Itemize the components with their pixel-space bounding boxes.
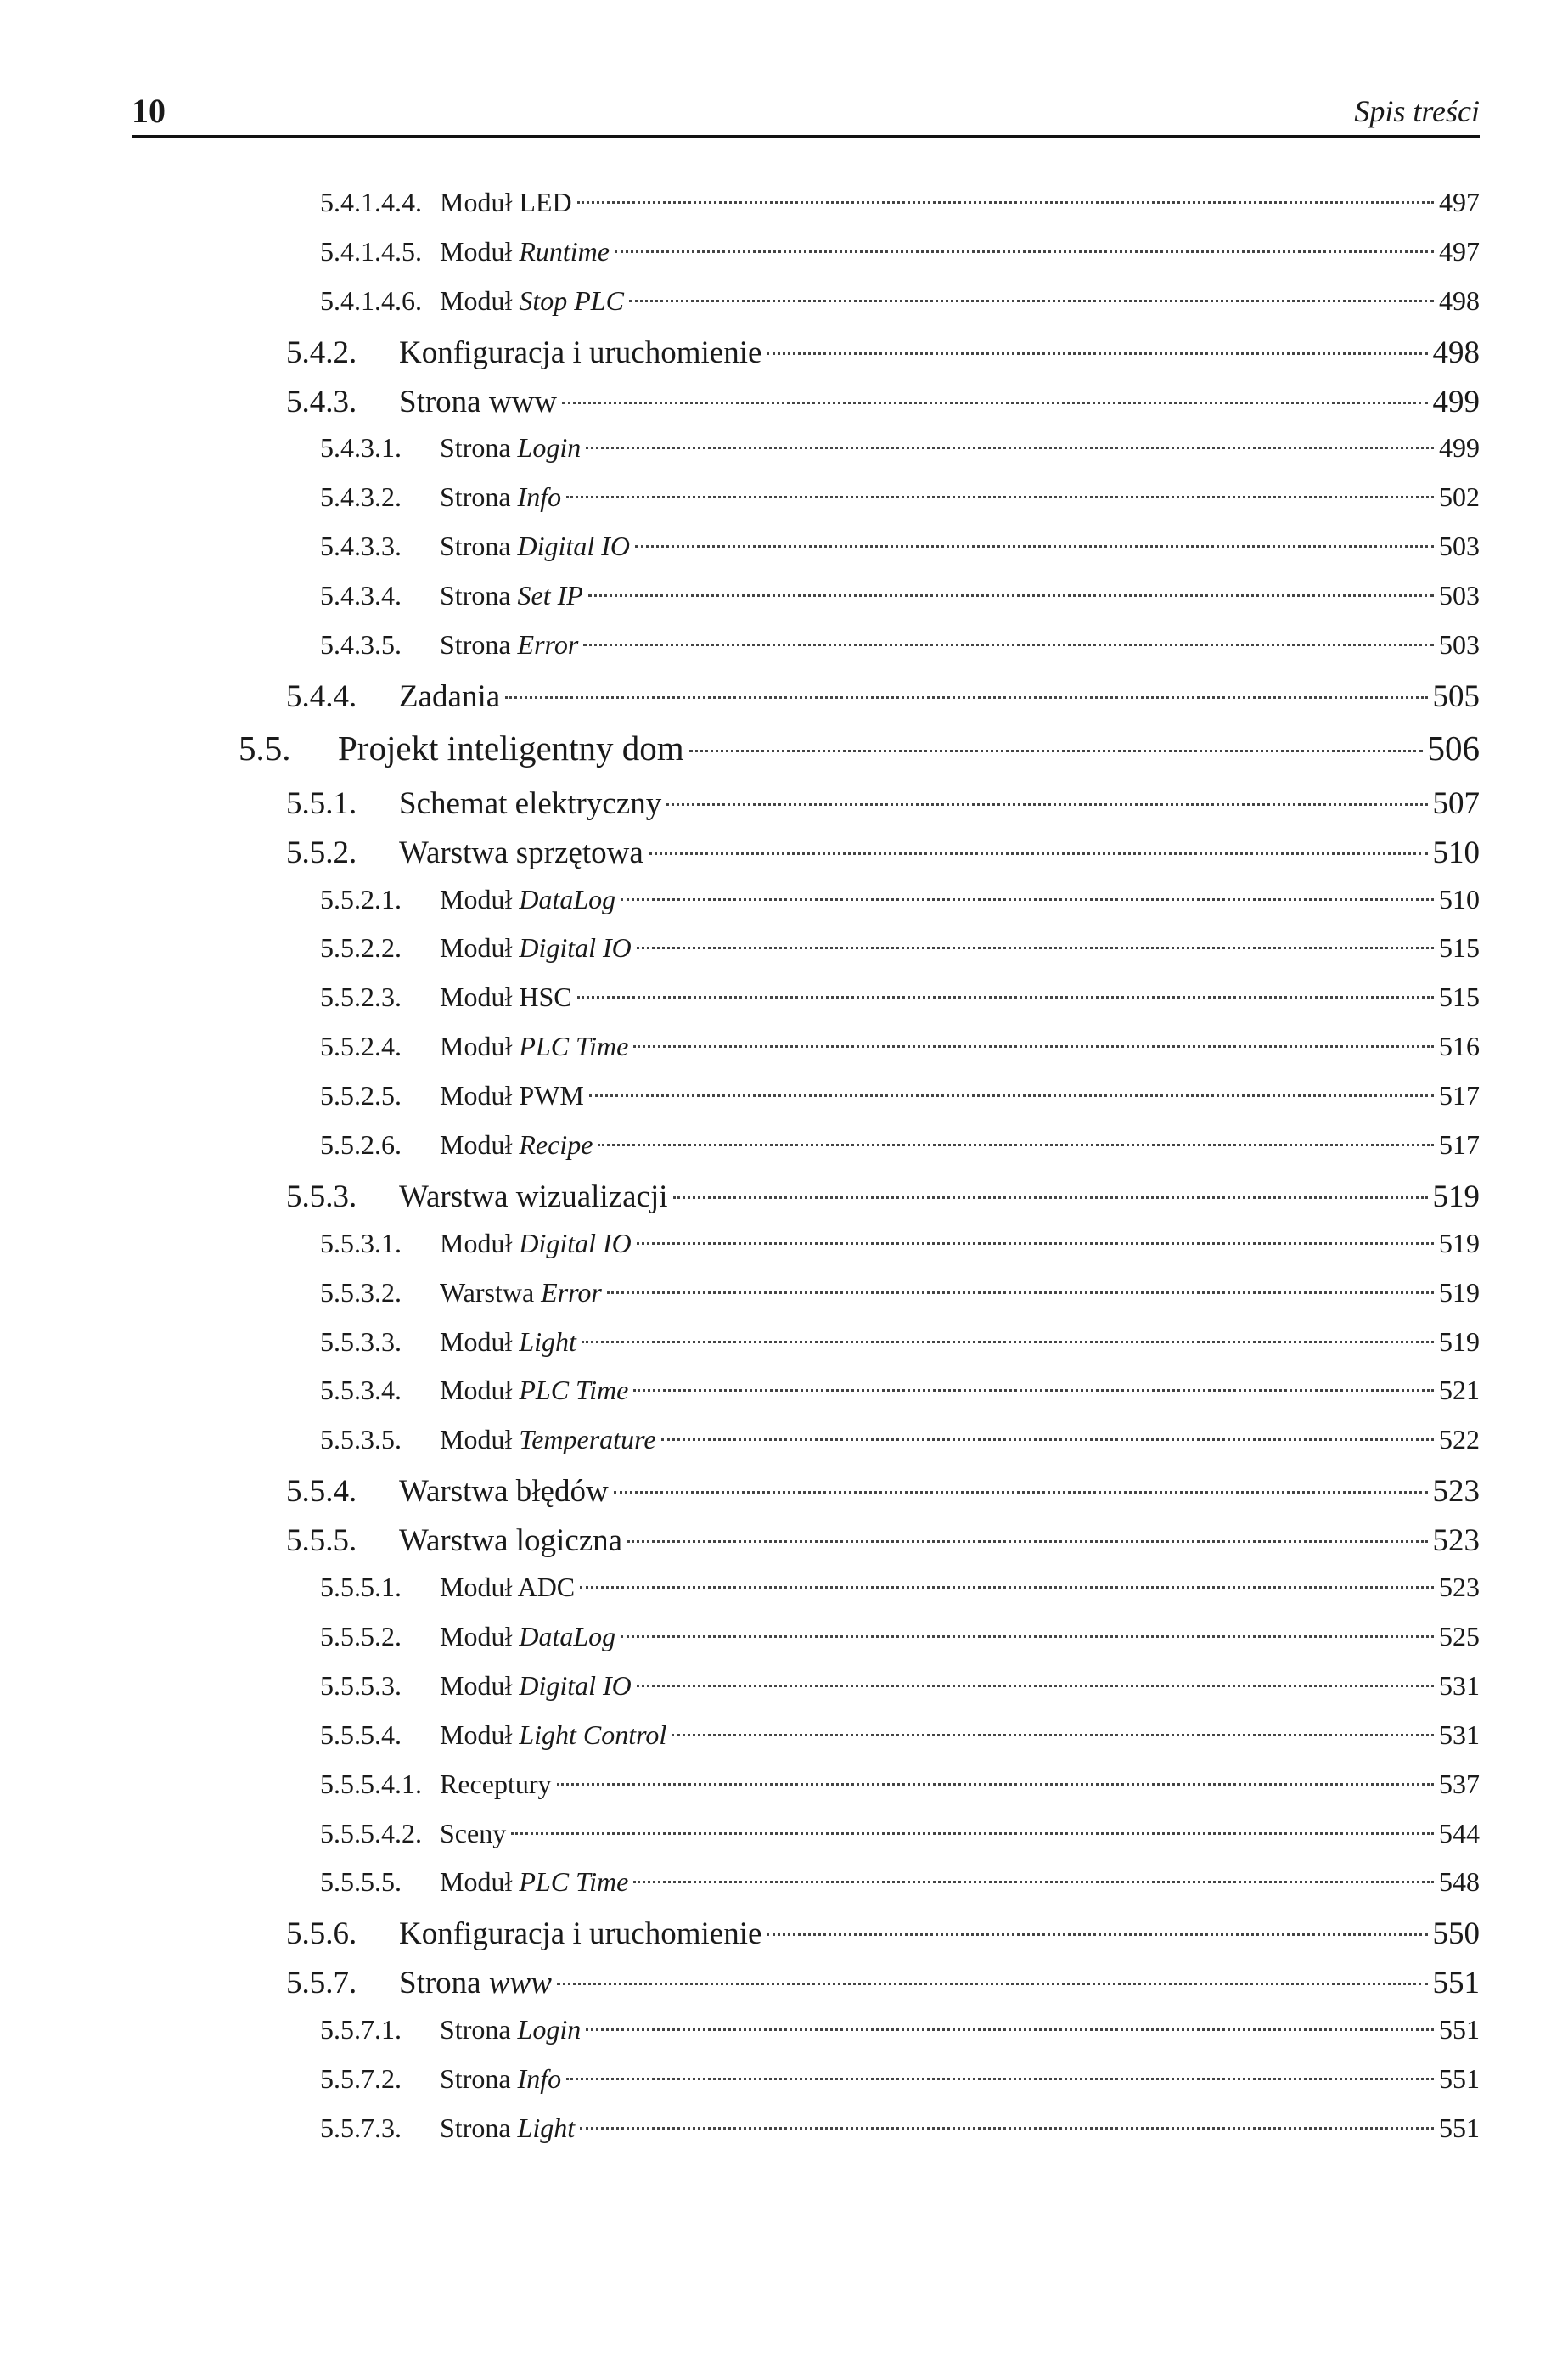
toc-entry-page: 506 <box>1427 728 1480 768</box>
toc-entry-title <box>440 1375 628 1406</box>
toc-entry-title-text: Warstwa logiczna <box>399 1523 623 1559</box>
toc-entry <box>0 335 1551 384</box>
toc-entry-number: 5.5.1. <box>286 785 357 821</box>
toc-entry-page: 537 <box>1439 1768 1480 1799</box>
toc-entry-title-text: Moduł <box>440 1129 520 1161</box>
toc-entry-title <box>440 932 632 964</box>
toc-entry-page: 498 <box>1432 335 1480 370</box>
dot-leader <box>566 496 1434 498</box>
toc-entry-title <box>440 187 572 218</box>
toc-entry-page: 548 <box>1439 1866 1480 1898</box>
toc-entry <box>0 1818 1551 1867</box>
dot-leader <box>649 852 1428 855</box>
toc-entry-page: 507 <box>1432 785 1480 821</box>
toc-entry <box>0 785 1551 835</box>
toc-entry-number: 5.5.3.4. <box>320 1375 402 1406</box>
toc-entry-number: 5.4.4. <box>286 678 357 714</box>
toc-entry <box>0 432 1551 481</box>
toc-entry <box>0 884 1551 933</box>
toc-entry <box>0 678 1551 728</box>
dot-leader <box>637 947 1434 949</box>
toc-entry-page: 525 <box>1439 1620 1480 1651</box>
page-header <box>132 85 1480 138</box>
dot-leader <box>629 300 1434 302</box>
toc-entry-title <box>399 1473 609 1510</box>
toc-entry <box>0 1769 1551 1818</box>
toc-entry <box>0 1473 1551 1522</box>
toc-entry-page: 544 <box>1439 1817 1480 1848</box>
toc-entry-number: 5.5.2. <box>286 835 357 870</box>
toc-entry-number: 5.5.7.2. <box>320 2062 402 2094</box>
toc-entry-title <box>440 236 610 267</box>
toc-entry-number: 5.4.3.4. <box>320 580 402 611</box>
toc-entry-number: 5.5.3.3. <box>320 1325 402 1357</box>
toc-entry-page: 497 <box>1439 187 1480 217</box>
toc-entry-title-text: Moduł <box>440 1375 520 1406</box>
toc-entry-title <box>399 678 500 715</box>
toc-entry-number: 5.5.2.1. <box>320 883 402 914</box>
toc-entry-title <box>440 432 581 464</box>
toc-entry <box>0 1080 1551 1129</box>
toc-entry-title <box>440 2113 575 2144</box>
toc-entry-title <box>440 1080 584 1111</box>
toc-entry-title-italic: Info <box>517 481 562 513</box>
toc-entry-title <box>440 1326 576 1358</box>
toc-entry-title-italic: Login <box>517 432 582 464</box>
toc-entry-title-text: Moduł <box>440 1866 520 1898</box>
toc-entry-number: 5.5.2.2. <box>320 932 402 964</box>
toc-entry-title <box>440 1670 632 1702</box>
toc-entry-title-text: Warstwa <box>440 1276 542 1308</box>
toc-entry-title <box>440 1621 615 1652</box>
toc-entry <box>0 1228 1551 1277</box>
toc-entry-title-text: Moduł <box>440 1227 520 1258</box>
toc-entry-title-italic: PLC Time <box>519 1375 629 1406</box>
dot-leader <box>580 1586 1434 1589</box>
toc-entry-title <box>399 1179 668 1215</box>
toc-entry <box>0 2014 1551 2063</box>
toc-entry-title-italic: DataLog <box>519 1620 616 1651</box>
toc-entry-title-text: Strona <box>440 2062 518 2094</box>
toc-entry-title <box>440 1818 506 1849</box>
toc-entry-page: 551 <box>1439 2014 1480 2045</box>
toc-entry-number: 5.5.6. <box>286 1916 357 1952</box>
toc-entry-title-italic: Login <box>517 2014 582 2045</box>
toc-entry <box>0 1572 1551 1621</box>
toc-entry <box>0 187 1551 236</box>
toc-entry <box>0 384 1551 433</box>
toc-entry-page: 517 <box>1439 1129 1480 1161</box>
toc-entry-page: 515 <box>1439 932 1480 964</box>
toc-entry-number: 5.5. <box>239 728 291 768</box>
toc-entry-title-text: Moduł <box>440 284 520 316</box>
dot-leader <box>621 898 1434 901</box>
toc-entry-title-text: Moduł <box>440 1031 520 1062</box>
toc-entry-page: 503 <box>1439 531 1480 562</box>
header-divider <box>132 135 1480 138</box>
dot-leader <box>607 1291 1434 1294</box>
toc-entry <box>0 982 1551 1031</box>
toc-entry-number: 5.5.5.4.2. <box>320 1817 422 1848</box>
toc-entry-title-text: Strona <box>440 531 518 562</box>
dot-leader <box>627 1540 1427 1543</box>
toc-entry-title <box>440 1719 666 1751</box>
dot-leader <box>767 352 1427 355</box>
toc-entry <box>0 1179 1551 1228</box>
toc-entry-title <box>399 1522 622 1559</box>
toc-entry-title-text: Moduł <box>440 883 520 914</box>
toc-entry <box>0 1277 1551 1326</box>
toc-entry-title-text: Moduł <box>440 932 520 964</box>
toc-entry-page: 551 <box>1439 2112 1480 2143</box>
running-title: Spis treści <box>1354 94 1480 128</box>
toc-entry-page: 510 <box>1439 883 1480 914</box>
toc-entry-title <box>440 884 615 915</box>
toc-entry-title <box>440 1866 628 1898</box>
dot-leader <box>633 1045 1434 1048</box>
toc-entry-page: 499 <box>1432 384 1480 419</box>
dot-leader <box>580 2127 1434 2130</box>
toc-entry-title-text: Zadania <box>399 678 501 714</box>
toc-entry-title-italic: Info <box>517 2062 562 2094</box>
dot-leader <box>637 1685 1434 1687</box>
toc-entry-title <box>399 335 761 371</box>
toc-entry <box>0 835 1551 884</box>
toc-entry-page: 510 <box>1432 835 1480 870</box>
toc-entry <box>0 1129 1551 1179</box>
toc-entry-title-text: Sceny <box>440 1817 507 1848</box>
toc-entry-page: 519 <box>1439 1227 1480 1258</box>
toc-entry-page: 522 <box>1439 1424 1480 1455</box>
toc-entry <box>0 1031 1551 1080</box>
toc-entry-title-text: Moduł LED <box>440 187 572 217</box>
toc-entry-number: 5.5.3. <box>286 1179 357 1214</box>
toc-entry-title-italic: Digital IO <box>519 1227 632 1258</box>
toc-entry-title-italic: Light <box>517 2112 576 2143</box>
toc-entry <box>0 2113 1551 2162</box>
toc-entry-number: 5.5.7. <box>286 1966 357 2001</box>
toc-entry-page: 516 <box>1439 1031 1480 1062</box>
toc-entry-title <box>440 580 583 611</box>
toc-entry-title <box>399 1965 552 2001</box>
toc-entry <box>0 1522 1551 1572</box>
toc-entry-number: 5.5.7.3. <box>320 2112 402 2143</box>
toc-entry <box>0 1326 1551 1376</box>
toc-entry <box>0 1424 1551 1473</box>
toc-entry-title-text: Strona <box>440 481 518 513</box>
toc-entry-page: 497 <box>1439 235 1480 267</box>
dot-leader <box>767 1933 1427 1936</box>
toc-entry-title-text: Warstwa sprzętowa <box>399 835 643 870</box>
toc-entry-number: 5.4.3.1. <box>320 432 402 464</box>
toc-entry-title <box>440 1769 552 1800</box>
toc-entry <box>0 481 1551 531</box>
dot-leader <box>598 1144 1434 1146</box>
dot-leader <box>637 1242 1434 1245</box>
toc-entry-title <box>440 285 624 317</box>
toc-entry <box>0 1670 1551 1719</box>
toc-entry-title <box>399 1916 761 1952</box>
toc-entry-title <box>440 1228 632 1259</box>
toc-entry <box>0 1866 1551 1916</box>
toc-entry-title-text: Moduł <box>440 1719 520 1750</box>
toc-entry-title-text: Moduł PWM <box>440 1080 584 1111</box>
dot-leader <box>511 1832 1434 1835</box>
toc-entry-number: 5.5.5.5. <box>320 1866 402 1898</box>
dot-leader <box>583 644 1434 646</box>
dot-leader <box>577 201 1434 204</box>
dot-leader <box>577 996 1434 999</box>
toc-entry-title <box>440 1277 602 1308</box>
dot-leader <box>633 1389 1434 1392</box>
toc-entry-page: 515 <box>1439 982 1480 1013</box>
toc-entry-title-text: Moduł <box>440 1424 520 1455</box>
dot-leader <box>689 750 1423 752</box>
toc-entry-title-text: Strona <box>440 2014 518 2045</box>
dot-leader <box>505 696 1427 699</box>
dot-leader <box>666 803 1427 806</box>
toc-entry-title-italic: Digital IO <box>519 932 632 964</box>
dot-leader <box>621 1635 1434 1638</box>
toc-entry <box>0 1719 1551 1769</box>
toc-entry-title <box>338 728 684 768</box>
toc-entry-page: 517 <box>1439 1080 1480 1111</box>
toc-entry-title-italic: Set IP <box>517 580 583 611</box>
toc-entry-number: 5.5.5.1. <box>320 1572 402 1603</box>
toc-entry-number: 5.4.3. <box>286 384 357 419</box>
toc-entry-title-italic: Light Control <box>519 1719 667 1750</box>
toc-entry-title-italic: DataLog <box>519 883 616 914</box>
toc-entry-title-text: Moduł <box>440 1620 520 1651</box>
toc-entry-number: 5.5.5.3. <box>320 1669 402 1701</box>
toc-entry-page: 503 <box>1439 580 1480 611</box>
toc-entry <box>0 236 1551 285</box>
toc-entry-title-text: Moduł HSC <box>440 982 572 1013</box>
toc-entry-title-text: Strona <box>440 580 518 611</box>
toc-entry <box>0 580 1551 629</box>
toc-entry-title-text: Konfiguracja i uruchomienie <box>399 335 762 370</box>
toc-entry-title <box>440 982 572 1013</box>
toc-entry-title <box>399 384 557 420</box>
toc-entry-number: 5.4.3.5. <box>320 629 402 661</box>
toc-entry <box>0 1375 1551 1424</box>
dot-leader <box>615 250 1434 253</box>
toc-entry-number: 5.4.3.2. <box>320 481 402 513</box>
toc-entry-title-italic: Temperature <box>519 1424 656 1455</box>
toc-entry <box>0 1916 1551 1965</box>
toc-entry-title <box>440 1424 656 1455</box>
toc-entry-title-italic: www <box>488 1966 552 2001</box>
toc-entry-title-italic: Digital IO <box>517 531 630 562</box>
toc-entry-page: 551 <box>1432 1966 1480 2001</box>
toc-entry-title-text: Strona www <box>399 384 558 419</box>
toc-entry <box>0 531 1551 580</box>
toc-entry <box>0 1965 1551 2014</box>
dot-leader <box>673 1196 1428 1199</box>
toc-entry-title-text: Strona <box>399 1966 489 2001</box>
toc-entry-page: 519 <box>1439 1325 1480 1357</box>
toc-entry-number: 5.4.1.4.5. <box>320 235 422 267</box>
dot-leader <box>557 1783 1435 1786</box>
toc-entry <box>0 1621 1551 1670</box>
dot-leader <box>582 1341 1434 1343</box>
dot-leader <box>557 1983 1428 1985</box>
toc-entry-page: 502 <box>1439 481 1480 513</box>
toc-entry-title <box>440 1572 575 1603</box>
toc-entry-title-text: Warstwa wizualizacji <box>399 1179 668 1214</box>
toc-entry-number: 5.5.5.4.1. <box>320 1768 422 1799</box>
toc-entry-number: 5.5.3.5. <box>320 1424 402 1455</box>
toc-entry-title-text: Strona <box>440 2112 518 2143</box>
toc-entry <box>0 932 1551 982</box>
toc-entry-number: 5.5.5.2. <box>320 1620 402 1651</box>
dot-leader <box>588 594 1434 597</box>
toc-entry-title-italic: Error <box>541 1276 602 1308</box>
toc-entry-title-text: Receptury <box>440 1768 552 1799</box>
toc-entry-number: 5.5.2.4. <box>320 1031 402 1062</box>
toc-entry-number: 5.5.3.1. <box>320 1227 402 1258</box>
toc-entry-title <box>440 481 561 513</box>
toc-entry-title-italic: Error <box>517 629 579 661</box>
toc-entry-title-text: Moduł <box>440 1669 520 1701</box>
toc-entry-title-text: Strona <box>440 432 518 464</box>
toc-entry-page: 499 <box>1439 432 1480 464</box>
toc-entry-title-text: Moduł <box>440 1325 520 1357</box>
toc-entry-page: 521 <box>1439 1375 1480 1406</box>
toc-entry-title-italic: Stop PLC <box>519 284 624 316</box>
toc-entry-title <box>440 2063 561 2095</box>
toc-entry-page: 505 <box>1432 678 1480 714</box>
toc-entry-title <box>440 629 578 661</box>
dot-leader <box>586 447 1434 449</box>
toc-entry-page: 551 <box>1439 2062 1480 2094</box>
dot-leader <box>635 545 1434 548</box>
toc-entry-title <box>440 1031 628 1062</box>
toc-entry-title-text: Schemat elektryczny <box>399 785 662 821</box>
toc-entry-title-italic: Recipe <box>519 1129 593 1161</box>
toc-entry-number: 5.5.7.1. <box>320 2014 402 2045</box>
toc-entry-page: 519 <box>1432 1179 1480 1214</box>
toc-entry-page: 523 <box>1439 1572 1480 1603</box>
dot-leader <box>562 402 1427 404</box>
toc-entry-number: 5.5.5.4. <box>320 1719 402 1750</box>
toc-entry-number: 5.4.1.4.4. <box>320 187 422 217</box>
dot-leader <box>566 2078 1434 2080</box>
toc-entry-number: 5.5.3.2. <box>320 1276 402 1308</box>
toc-entry-page: 503 <box>1439 629 1480 661</box>
toc-entry-number: 5.5.5. <box>286 1523 357 1559</box>
dot-leader <box>672 1734 1434 1736</box>
toc-entry-title <box>440 1129 593 1161</box>
toc-entry-title-text: Moduł ADC <box>440 1572 576 1603</box>
toc-entry-title-italic: Light <box>519 1325 576 1357</box>
toc-entry-number: 5.4.1.4.6. <box>320 284 422 316</box>
toc-entry-title-italic: PLC Time <box>519 1031 629 1062</box>
toc-entry-title-text: Warstwa błędów <box>399 1474 609 1510</box>
toc-entry <box>0 629 1551 678</box>
dot-leader <box>589 1094 1434 1097</box>
toc-entry-page: 519 <box>1439 1276 1480 1308</box>
dot-leader <box>633 1881 1434 1883</box>
toc-entry-title-text: Konfiguracja i uruchomienie <box>399 1916 762 1952</box>
dot-leader <box>661 1438 1434 1441</box>
toc-entry-title-text: Strona <box>440 629 518 661</box>
toc-entry-page: 498 <box>1439 284 1480 316</box>
toc-entry-page: 531 <box>1439 1719 1480 1750</box>
toc-entry-title <box>399 835 643 871</box>
toc-entry-title-italic: Digital IO <box>519 1669 632 1701</box>
toc-entry-page: 531 <box>1439 1669 1480 1701</box>
toc-entry-title <box>440 531 630 562</box>
dot-leader <box>586 2028 1434 2031</box>
toc-entry-title-italic: Runtime <box>519 235 610 267</box>
toc-entry-title-italic: PLC Time <box>519 1866 629 1898</box>
dot-leader <box>614 1491 1428 1494</box>
toc-entry-number: 5.4.2. <box>286 335 357 370</box>
toc-entry-number: 5.4.3.3. <box>320 531 402 562</box>
toc-entry <box>0 2063 1551 2113</box>
toc-entry-page: 523 <box>1432 1523 1480 1559</box>
toc-entry-number: 5.5.2.5. <box>320 1080 402 1111</box>
toc-entry-number: 5.5.2.6. <box>320 1129 402 1161</box>
toc-entry-title <box>399 785 661 822</box>
toc-entry-number: 5.5.4. <box>286 1474 357 1510</box>
toc-entry-page: 523 <box>1432 1474 1480 1510</box>
toc-entry-number: 5.5.2.3. <box>320 982 402 1013</box>
toc-entry-title-text: Projekt inteligentny dom <box>338 728 684 768</box>
toc-entry-title-text: Moduł <box>440 235 520 267</box>
page-number: 10 <box>132 92 166 130</box>
table-of-contents <box>0 187 1551 2162</box>
toc-entry <box>0 728 1551 785</box>
toc-entry <box>0 285 1551 335</box>
toc-entry-page: 550 <box>1432 1916 1480 1952</box>
toc-entry-title <box>440 2014 581 2045</box>
